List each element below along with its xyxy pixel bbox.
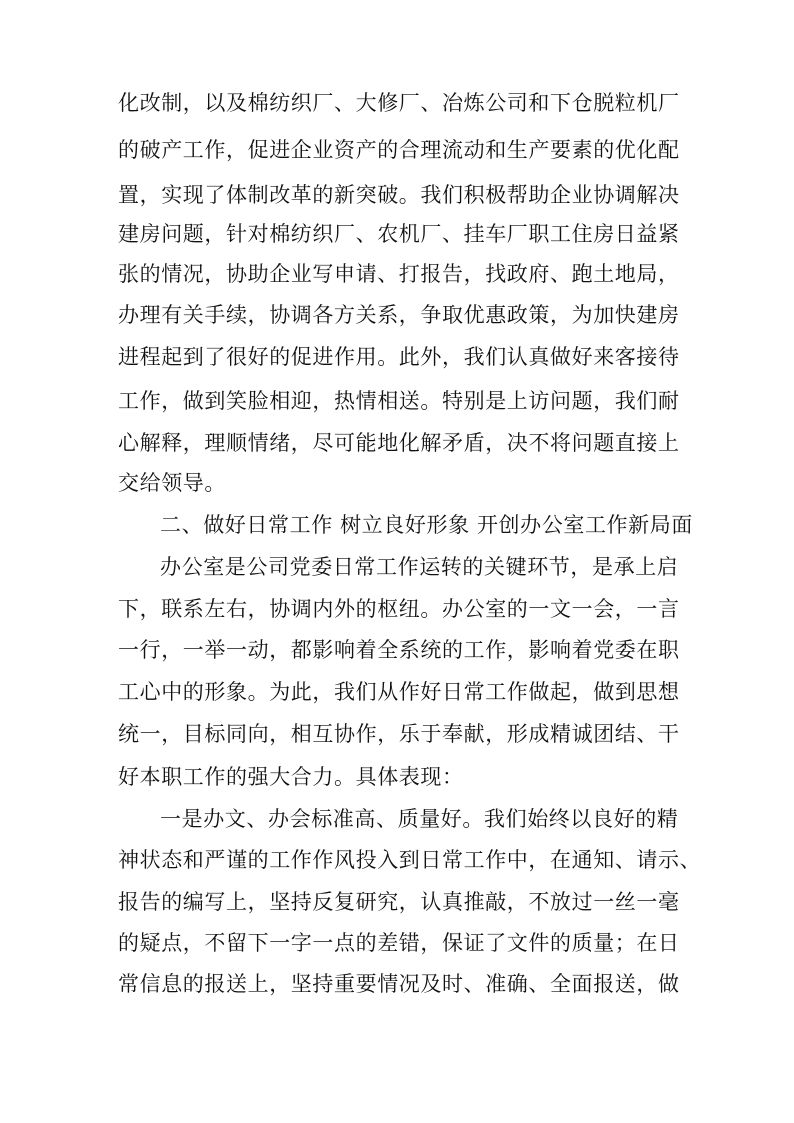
text-line: 常信息的报送上，坚持重要情况及时、准确、全面报送，做 [118,972,680,996]
text-line: 工心中的形象。为此，我们从作好日常工作做起，做到思想 [118,680,680,704]
text-line: 好本职工作的强大合力。具体表现： [118,765,464,789]
text-line: 工作，做到笑脸相迎，热情相送。特别是上访问题，我们耐 [118,389,680,413]
section-heading: 二、做好日常工作 树立良好形象 开创办公室工作新局面 [160,513,693,537]
text-line: 交给领导。 [118,471,226,495]
text-line: 报告的编写上，坚持反复研究，认真推敲，不放过一丝一毫 [118,890,680,914]
text-line: 进程起到了很好的促进作用。此外，我们认真做好来客接待 [118,345,680,369]
text-line: 统一，目标同向，相互协作，乐于奉献，形成精诚团结、干 [118,722,680,746]
text-line: 心解释，理顺情绪，尽可能地化解矛盾，决不将问题直接上 [118,431,680,455]
text-line: 办理有关手续，协调各方关系，争取优惠政策，为加快建房 [118,303,680,327]
text-line: 一是办文、办会标准高、质量好。我们始终以良好的精 [160,807,679,831]
text-line: 下，联系左右，协调内外的枢纽。办公室的一文一会，一言 [118,597,680,621]
text-line: 张的情况，协助企业写申请、打报告，找政府、跑土地局， [118,262,680,286]
text-line: 一行，一举一动，都影响着全系统的工作，影响着党委在职 [118,638,680,662]
text-line: 建房问题，针对棉纺织厂、农机厂、挂车厂职工住房日益紧 [118,222,680,246]
text-line: 神状态和严谨的工作作风投入到日常工作中，在通知、请示、 [118,848,702,872]
text-line: 的破产工作，促进企业资产的合理流动和生产要素的优化配 [118,138,680,162]
text-line: 办公室是公司党委日常工作运转的关键环节，是承上启 [160,555,679,579]
text-line: 化改制，以及棉纺织厂、大修厂、冶炼公司和下仓脱粒机厂 [118,91,680,115]
text-line: 置，实现了体制改革的新突破。我们积极帮助企业协调解决 [118,183,680,207]
text-line: 的疑点，不留下一字一点的差错，保证了文件的质量；在日 [118,931,680,955]
